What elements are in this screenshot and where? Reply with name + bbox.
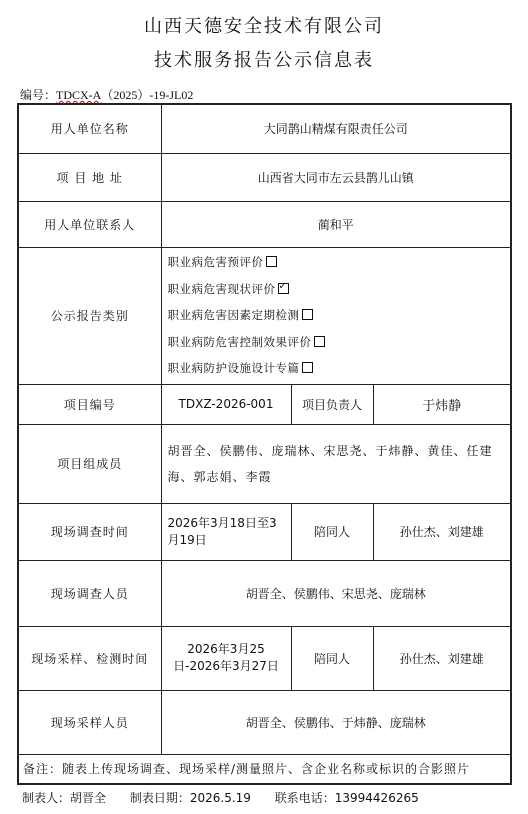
- report-option-label: 职业病危害因素定期检测: [167, 308, 300, 323]
- note-text: 备注：随表上传现场调查、现场采样/测量照片、含企业名称或标识的合影照片: [18, 754, 511, 784]
- report-option: [168, 302, 505, 329]
- report-option: [168, 355, 505, 382]
- report-option-label: 职业病危害预评价: [167, 255, 264, 270]
- code-prefix: 编号：: [20, 88, 57, 102]
- sampling-staff-label: 现场采样人员: [18, 690, 161, 754]
- leader-label: 项目负责人: [291, 384, 373, 424]
- report-option-label: 职业病防护设施设计专篇: [167, 361, 300, 376]
- report-option: [168, 249, 505, 276]
- company-title: 山西天德安全技术有限公司: [144, 16, 384, 37]
- report-option: [168, 329, 505, 356]
- report-type-options: [161, 247, 511, 384]
- report-option-label: 职业病危害现状评价: [167, 281, 276, 296]
- project-no-value: TDXZ-2026-001: [161, 384, 291, 424]
- employer-label: 用人单位名称: [18, 104, 161, 153]
- report-type-label: 公示报告类别: [18, 247, 161, 384]
- project-no-label: 项目编号: [18, 384, 161, 424]
- row-note: [18, 754, 511, 784]
- checkbox-checked-icon[interactable]: [278, 280, 289, 294]
- address-value: 山西省大同市左云县鹊儿山镇: [161, 153, 511, 201]
- survey-staff-label: 现场调查人员: [18, 560, 161, 626]
- checkbox-icon[interactable]: [266, 256, 277, 267]
- accompany-label: 陪同人: [291, 626, 373, 690]
- checkbox-icon[interactable]: [314, 336, 325, 347]
- form-title: 技术服务报告公示信息表: [154, 50, 374, 71]
- row-contact: [18, 201, 511, 247]
- address-label: 项 目 地 址: [18, 153, 161, 201]
- survey-time-value: 2026年3月18日至3月19日: [161, 503, 291, 560]
- survey-staff-value: 胡晋全、侯鹏伟、宋思尧、庞瑞林: [161, 560, 511, 626]
- checkbox-icon[interactable]: [302, 362, 313, 373]
- sampling-staff-value: 胡晋全、侯鹏伟、于炜静、庞瑞林: [161, 690, 511, 754]
- contact-value: 蔺和平: [161, 201, 511, 247]
- accompany-value: 孙仕杰、刘建雄: [373, 503, 511, 560]
- members-value: 胡晋全、侯鹏伟、庞瑞林、宋思尧、于炜静、黄佳、任建海、郭志娟、李霞: [161, 424, 511, 503]
- row-sampling-staff: [18, 690, 511, 754]
- row-address: [18, 153, 511, 201]
- sampling-time-value: 2026年3月25日-2026年3月27日: [161, 626, 291, 690]
- report-option: [168, 276, 505, 303]
- report-option-label: 职业病防危害控制效果评价: [167, 334, 312, 349]
- row-project-no: [18, 384, 511, 424]
- accompany-value: 孙仕杰、刘建雄: [373, 626, 511, 690]
- row-survey-staff: [18, 560, 511, 626]
- phone-text: 联系电话：13994426265: [274, 791, 419, 805]
- check-mark: ✓: [278, 280, 288, 292]
- document-code: [20, 86, 193, 103]
- footer: [22, 789, 439, 806]
- row-employer: [18, 104, 511, 153]
- accompany-label: 陪同人: [291, 503, 373, 560]
- employer-value: 大同鹊山精煤有限责任公司: [161, 104, 511, 153]
- row-members: [18, 424, 511, 503]
- row-survey-time: [18, 503, 511, 560]
- code-underlined: TDCX-A: [56, 88, 102, 102]
- author-text: 制表人：胡晋全: [22, 791, 107, 805]
- checkbox-icon[interactable]: [302, 309, 313, 320]
- info-table: [17, 103, 512, 785]
- code-rest: （2025）-19-JL02: [101, 88, 194, 102]
- row-sampling-time: [18, 626, 511, 690]
- contact-label: 用人单位联系人: [18, 201, 161, 247]
- row-report-type: [18, 247, 511, 384]
- date-text: 制表日期：2026.5.19: [129, 791, 251, 805]
- leader-value: 于炜静: [373, 384, 511, 424]
- members-label: 项目组成员: [18, 424, 161, 503]
- survey-time-label: 现场调查时间: [18, 503, 161, 560]
- sampling-time-label: 现场采样、检测时间: [18, 626, 161, 690]
